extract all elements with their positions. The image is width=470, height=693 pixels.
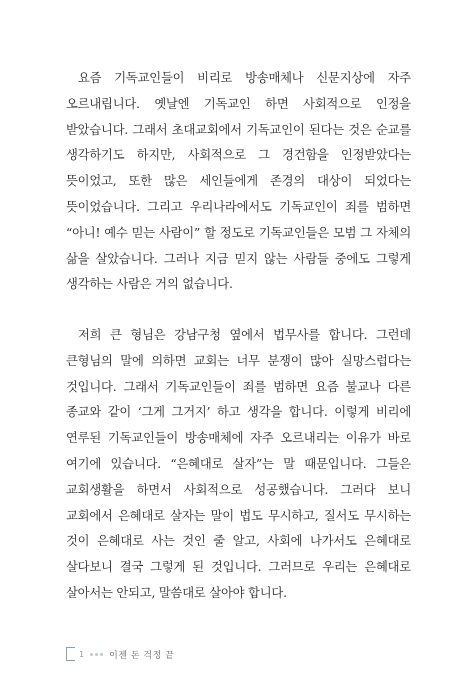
page-footer [66,645,174,663]
body-paragraph-1: 요즘 기독교인들이 비리로 방송매체나 신문지상에 자주 오르내립니다. 옛날엔 기독교인 하면 사회적으로 인정을 받았습니다. 그래서 초대교회에서 기독교인이 된다는 것은 순교를 생각하기도 하지만, 사회적으로 그 경건함을 인정받았다는 뜻이었고, 또한 많은 세인들에게 존경의 대상이 되었다는 뜻이었습니다. 그리고 우리나라에서도 기독교인이 죄를 범하면 “아니! 예수 믿는 사람이” 할 정도로 기독교인들은 모범 그 자체의 삶을 살았습니다. 그러나 지금 믿지 않는 사람들 중에도 그렇게 생각하는 사람은 거의 없습니다. [66,71,411,292]
running-title: 이젠 돈 걱정 끝 [109,650,175,661]
page-number: 1 [79,649,85,659]
page-marker-icon [66,647,75,661]
decorative-dots-icon [90,653,103,656]
body-paragraph-2: 저희 큰 형님은 강남구청 옆에서 법무사를 합니다. 그런데 큰형님의 말에 의하면 교회는 너무 분쟁이 많아 실망스럽다는 것입니다. 그래서 기독교인들이 죄를 범하면 요즘 불교나 다른 종교와 같이 ‘그게 그거지’ 하고 생각을 합니다. 이렇게 비리에 연루된 기독교인들이 방송매체에 자주 오르내리는 이유가 바로 여기에 있습니다. “은혜대로 살자”는 말 때문입니다. 그들은 교회생활을 하면서 사회적으로 성공했습니다. 그러다 보니 교회에서 은혜대로 살자는 말이 법도 무시하고, 질서도 무시하는 것이 은혜대로 사는 것인 줄 알고, 사회에 나가서도 은혜대로 살다보니 결국 그렇게 된 것입니다. 그러므로 우리는 은혜대로 살아서는 안되고, 말씀대로 살아야 합니다. [66,328,411,600]
